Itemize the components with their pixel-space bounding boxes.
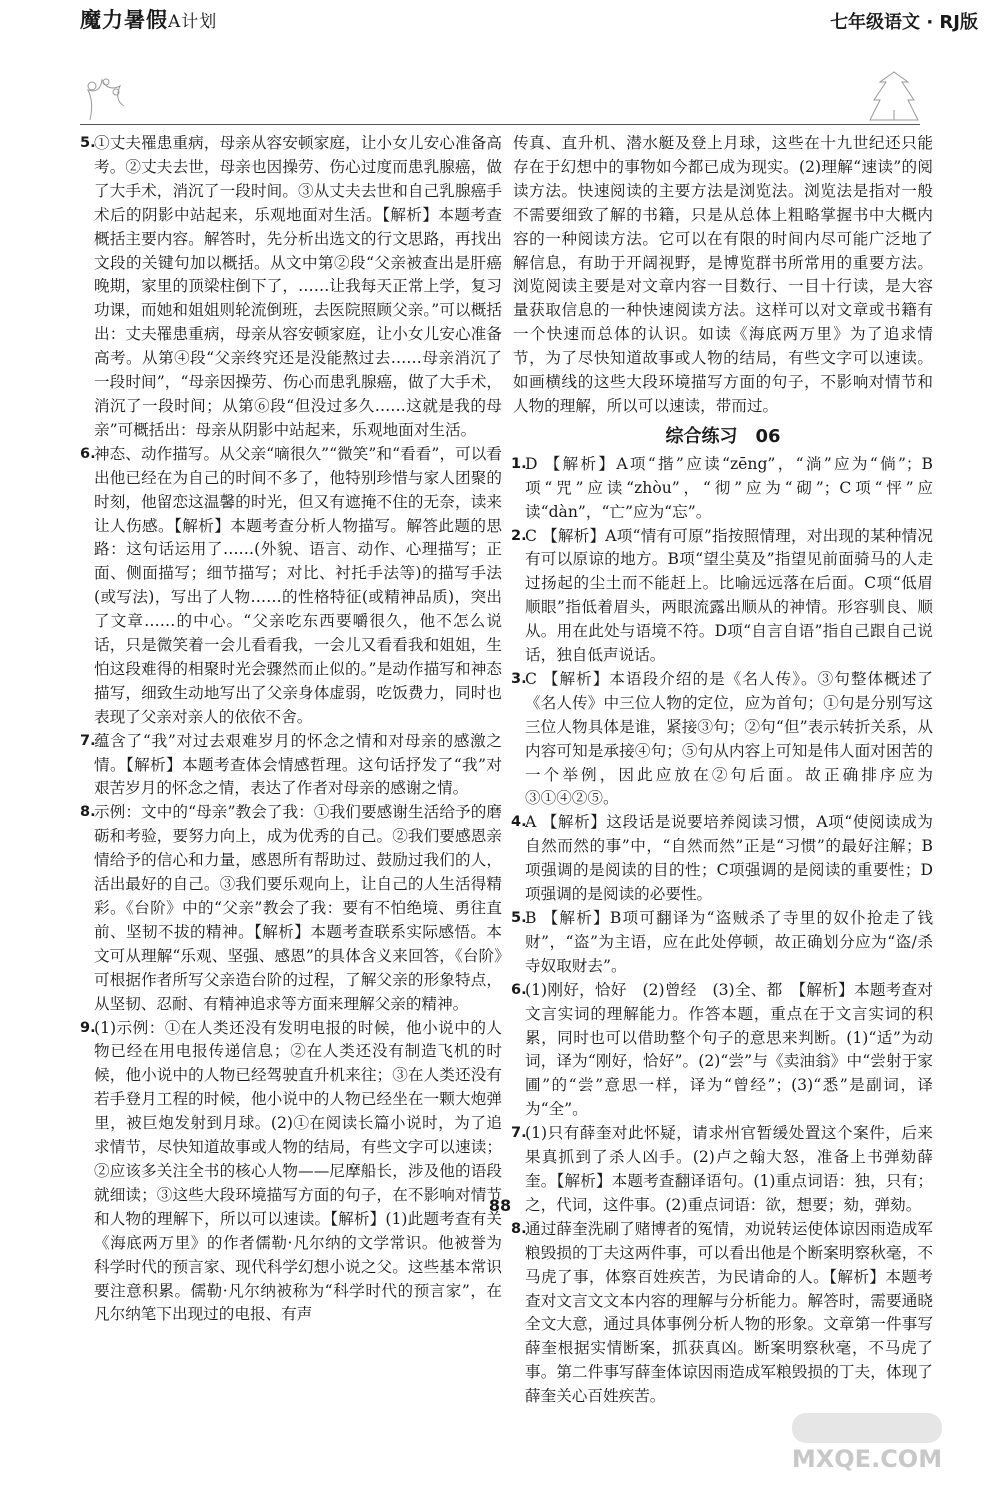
answer-item [82, 132, 502, 443]
brand-name: 魔力暑假 [80, 7, 168, 32]
answer-text: (1)示例：①在人类还没有发明电报的时候，他小说中的人物已经在用电报传递信息；②在人类还没有制造飞机的时候，他小说中的人物已经驾驶直升机来往；③在人类还没有若手登月工程的时候，他小说中的人物已经坐在一颗大炮弹里，被巨炮发射到月球。(2)①在阅读长篇小说时，为了追求情节，尽快知道故事或人物的结局，有些文字可以速读；②应该多关注全书的核心人物——尼摩船长，涉及他的语段就细读；③这些大段环境描写方面的句子，在不影响对情节和人物的理解下，所以可以速读。【解析】(1)此题考查有关《海底两万里》的作者儒勒·凡尔纳的文学常识。他被誉为科学时代的预言家、现代科学幻想小说之父。这些基本常识要注意积累。儒勒·凡尔纳被称为“科学时代的预言家”，在凡尔纳笔下出现过的电报、有声 [94, 1018, 502, 1324]
page-header [80, 86, 920, 122]
answer-number: 5. [80, 135, 96, 151]
decorative-ornament-icon [860, 70, 930, 124]
answer-text: (1)刚好，恰好 (2)曾经 (3)全、都 【解析】本题考查对文言实词的理解能力。作答本题，重点在于文言实词的积累，同时也可以借助整个句子的意思来判断。(1)“适”为动词，译为“刚好，恰好”。(2)“尝”与《卖油翁》中“尝射于家圃”的“尝”意思一样，译为“曾经”；(3)“悉”是副词，译为“全”。 [525, 980, 933, 1119]
answer-number: 7. [80, 732, 96, 749]
answer-text: C 【解析】本语段介绍的是《名人传》。③句整体概述了《名人传》中三位人物的定位，应为首句；①句是分别写这三位人物具体是谁，紧接③句；②句“但”表示转折关系，从内容可知是承接④句；⑤句从内容上可知是伟人面对困苦的一个举例，因此应放在②句后面。故正确排序应为③①④②⑤。 [525, 669, 933, 808]
answer-item [513, 907, 933, 979]
answer-number: 5. [511, 910, 527, 926]
answer-item [513, 525, 933, 668]
answer-text: D 【解析】A项“揩”应读“zēng”，“淌”应为“倘”；B项“咒”应读“zhòu”，“彻”应为“砌”；C项“怦”应读“dàn”，“亡”应为“忘”。 [525, 454, 933, 521]
answer-text: B 【解析】B项可翻译为“盗贼杀了寺里的奴仆抢走了钱财”，“盗”为主语，应在此处停顿，故正确划分应为“盗/杀寺奴取财去”。 [525, 909, 933, 975]
answer-text: 神态、动作描写。从父亲“嘀很久”“微笑”和“看看”，可以看出他已经在为自己的时间不多了，他特别珍惜与家人团聚的时刻，他留恋这温馨的时光，但又有遮掩不住的无奈，读来让人伤感。【解析】本题考查分析人物描写。解答此题的思路：这句话运用了……(外貌、语言、动作、心理描写；正面、侧面描写；细节描写；对比、衬托手法等)的描写手法(或写法)，写出了人物……的性格特征(或精神品质)，突出了文章……的中心。“父亲吃东西要嚼很久，他不怎么说话，只是微笑着一会儿看看我，一会儿又看看我和姐姐，生怕这段难得的相聚时光会骤然而止似的。”是动作描写和神态描写，细致生动地写出了父亲身体虚弱，吃饭费力，同时也表现了父亲对亲人的依依不舍。 [94, 444, 502, 726]
right-answer-list [513, 453, 933, 1409]
answer-number: 3. [511, 670, 527, 687]
section-title: 综合练习 06 [665, 425, 781, 447]
answer-number: 6. [80, 445, 96, 462]
page-number: 88 [488, 1196, 512, 1215]
answer-number: 9. [80, 1019, 96, 1036]
answer-number: 8. [80, 804, 96, 821]
brand-title [80, 4, 217, 34]
answer-item [513, 979, 933, 1122]
answer-item [82, 1017, 502, 1328]
answer-text: (1)只有薛奎对此怀疑，请求州官暂缓处置这个案件，后来果真抓到了杀人凶手。(2)卢之翰大怒，准备上书弹劾薛奎。【解析】本题考查翻译语句。(1)重点词语：独，只有；之，代词，这件事。(2)重点词语：欲，想要；劾，弹劾。 [525, 1124, 933, 1214]
answer-text: 蕴含了“我”对过去艰难岁月的怀念之情和对母亲的感激之情。【解析】本题考查体会情感哲理。这句话抒发了“我”对艰苦岁月的怀念之情，表达了作者对母亲的感谢之情。 [94, 731, 502, 798]
answer-item [82, 443, 502, 730]
answer-text: ①丈夫罹患重病，母亲从容安顿家庭，让小女儿安心准备高考。②丈夫去世，母亲也因操劳、伤心过度而患乳腺癌，做了大手术，消沉了一段时间。③从丈夫去世和自己乳腺癌手术后的阴影中站起来，乐观地面对生活。【解析】本题考查概括主要内容。解答时，先分析出选文的行文思路，再找出文段的关键句加以概括。从文中第②段“父亲被查出是肝癌晚期，家里的顶梁柱倒下了，……让我每天正常上学，复习功课，而她和姐姐则轮流倒班，去医院照顾父亲。”可以概括出：丈夫罹患重病，母亲从容安顿家庭，让小女儿安心准备高考。从第④段“父亲终究还是没能熬过去……母亲消沉了一段时间”，“母亲因操劳、伤心而患乳腺癌，做了大手术，消沉了一段时间；从第⑥段“但没过多久……这就是我的母亲”可概括出：母亲从阴影中站起来，乐观地面对生活。 [94, 134, 502, 439]
answer-number: 4. [511, 814, 527, 831]
watermark-text: MXQE.COM [791, 1445, 943, 1473]
answer-text: 示例：文中的“母亲”教会了我：①我们要感谢生活给予的磨砺和考验，要努力向上，成为优秀的自己。②我们要感恩亲情给予的信心和力量，感恩所有帮助过、鼓励过我们的人，活出最好的自己。③我们要乐观向上，让自己的人生活得精彩。《台阶》中的“父亲”教会了我：要有不怕绝境、勇往直前、坚韧不拔的精神。【解析】本题考查联系实际感悟。本文可从理解“乐观、坚强、感恩”的具体含义来回答，《台阶》可根据作者所写父亲造台阶的过程，了解父亲的形象特点，从坚韧、忍耐、有精神追求等方面来理解父亲的精神。 [94, 803, 502, 1013]
grade-label: 七年级语文 · RJ版 [830, 12, 978, 33]
continued-answer-text: 传真、直升机、潜水艇及登上月球，这些在十九世纪还只能存在于幻想中的事物如今都已成为现实。(2)理解“速读”的阅读方法。快速阅读的主要方法是浏览法。浏览法是指对一般不需要细致了解的书籍，只是从总体上粗略掌握书中大概内容的一种阅读方法。它可以在有限的时间内尽可能广泛地了解信息，有助于开阔视野，是博览群书所常用的重要方法。浏览阅读主要是对文章内容一目数行、一目十行读，是大容量获取信息的一种快速阅读方法。这样可以对文章或书籍有一个快速而总体的认识。如读《海底两万里》为了追求情节，为了尽快知道故事或人物的结局，有些文字可以速读。如画横线的这些大段环境描写方面的句子，不影响对情节和人物的理解，所以可以速读，带而过。 [513, 134, 933, 415]
right-column [513, 132, 933, 1409]
answer-item [82, 730, 502, 802]
left-column [82, 132, 502, 1327]
answer-item [513, 1218, 933, 1409]
answer-number: 8. [511, 1220, 527, 1237]
answer-text: A 【解析】这段话是说要培养阅读习惯，A项“使阅读成为自然而然的事”中，“自然而然”正是“习惯”的最好注解；B项强调的是阅读的目的性；C项强调的是阅读的重要性；D项强调的是阅读的必要性。 [525, 813, 933, 904]
answer-number: 7. [511, 1125, 527, 1142]
decorative-tree-icon [80, 72, 160, 122]
answer-item [513, 453, 933, 525]
header-rule [80, 124, 920, 125]
brand-subtitle: A计划 [168, 12, 218, 32]
answer-number: 1. [511, 455, 527, 472]
answer-number: 6. [511, 981, 527, 998]
answer-text: C 【解析】A项“情有可原”指按照情理，对出现的某种情况有可以原谅的地方。B项“望尘莫及”指望见前面骑马的人走过扬起的尘土而不能赶上。比喻远远落在后面。C项“低眉顺眼”指低着眉头，两眼流露出顺从的神情。形容驯良、顺从。用在此处与语境不符。D项“自言自语”指自己跟自己说话，独自低声说话。 [525, 526, 933, 665]
watermark-logo [752, 1409, 982, 1479]
answer-text: 通过薛奎洗刷了赌博者的冤情，劝说转运使体谅因雨造成军粮毁损的丁夫这两件事，可以看出他是个断案明察秋毫，不马虎了事，体察百姓疾苦，为民请命的人。【解析】本题考查对文言文文本内容的理解与分析能力。解答时，需要通晓全文大意，通过具体事例分析人物的形象。文章第一件事写薛奎根据实情断案，抓获真凶。断案明察秋毫，不马虎了事。第二件事写薛奎体谅因雨造成军粮毁损的丁夫，体现了薛奎关心百姓疾苦。 [525, 1219, 933, 1406]
answer-item [513, 811, 933, 907]
answer-number: 2. [511, 527, 527, 544]
answer-item [513, 668, 933, 811]
answer-item [82, 801, 502, 1016]
